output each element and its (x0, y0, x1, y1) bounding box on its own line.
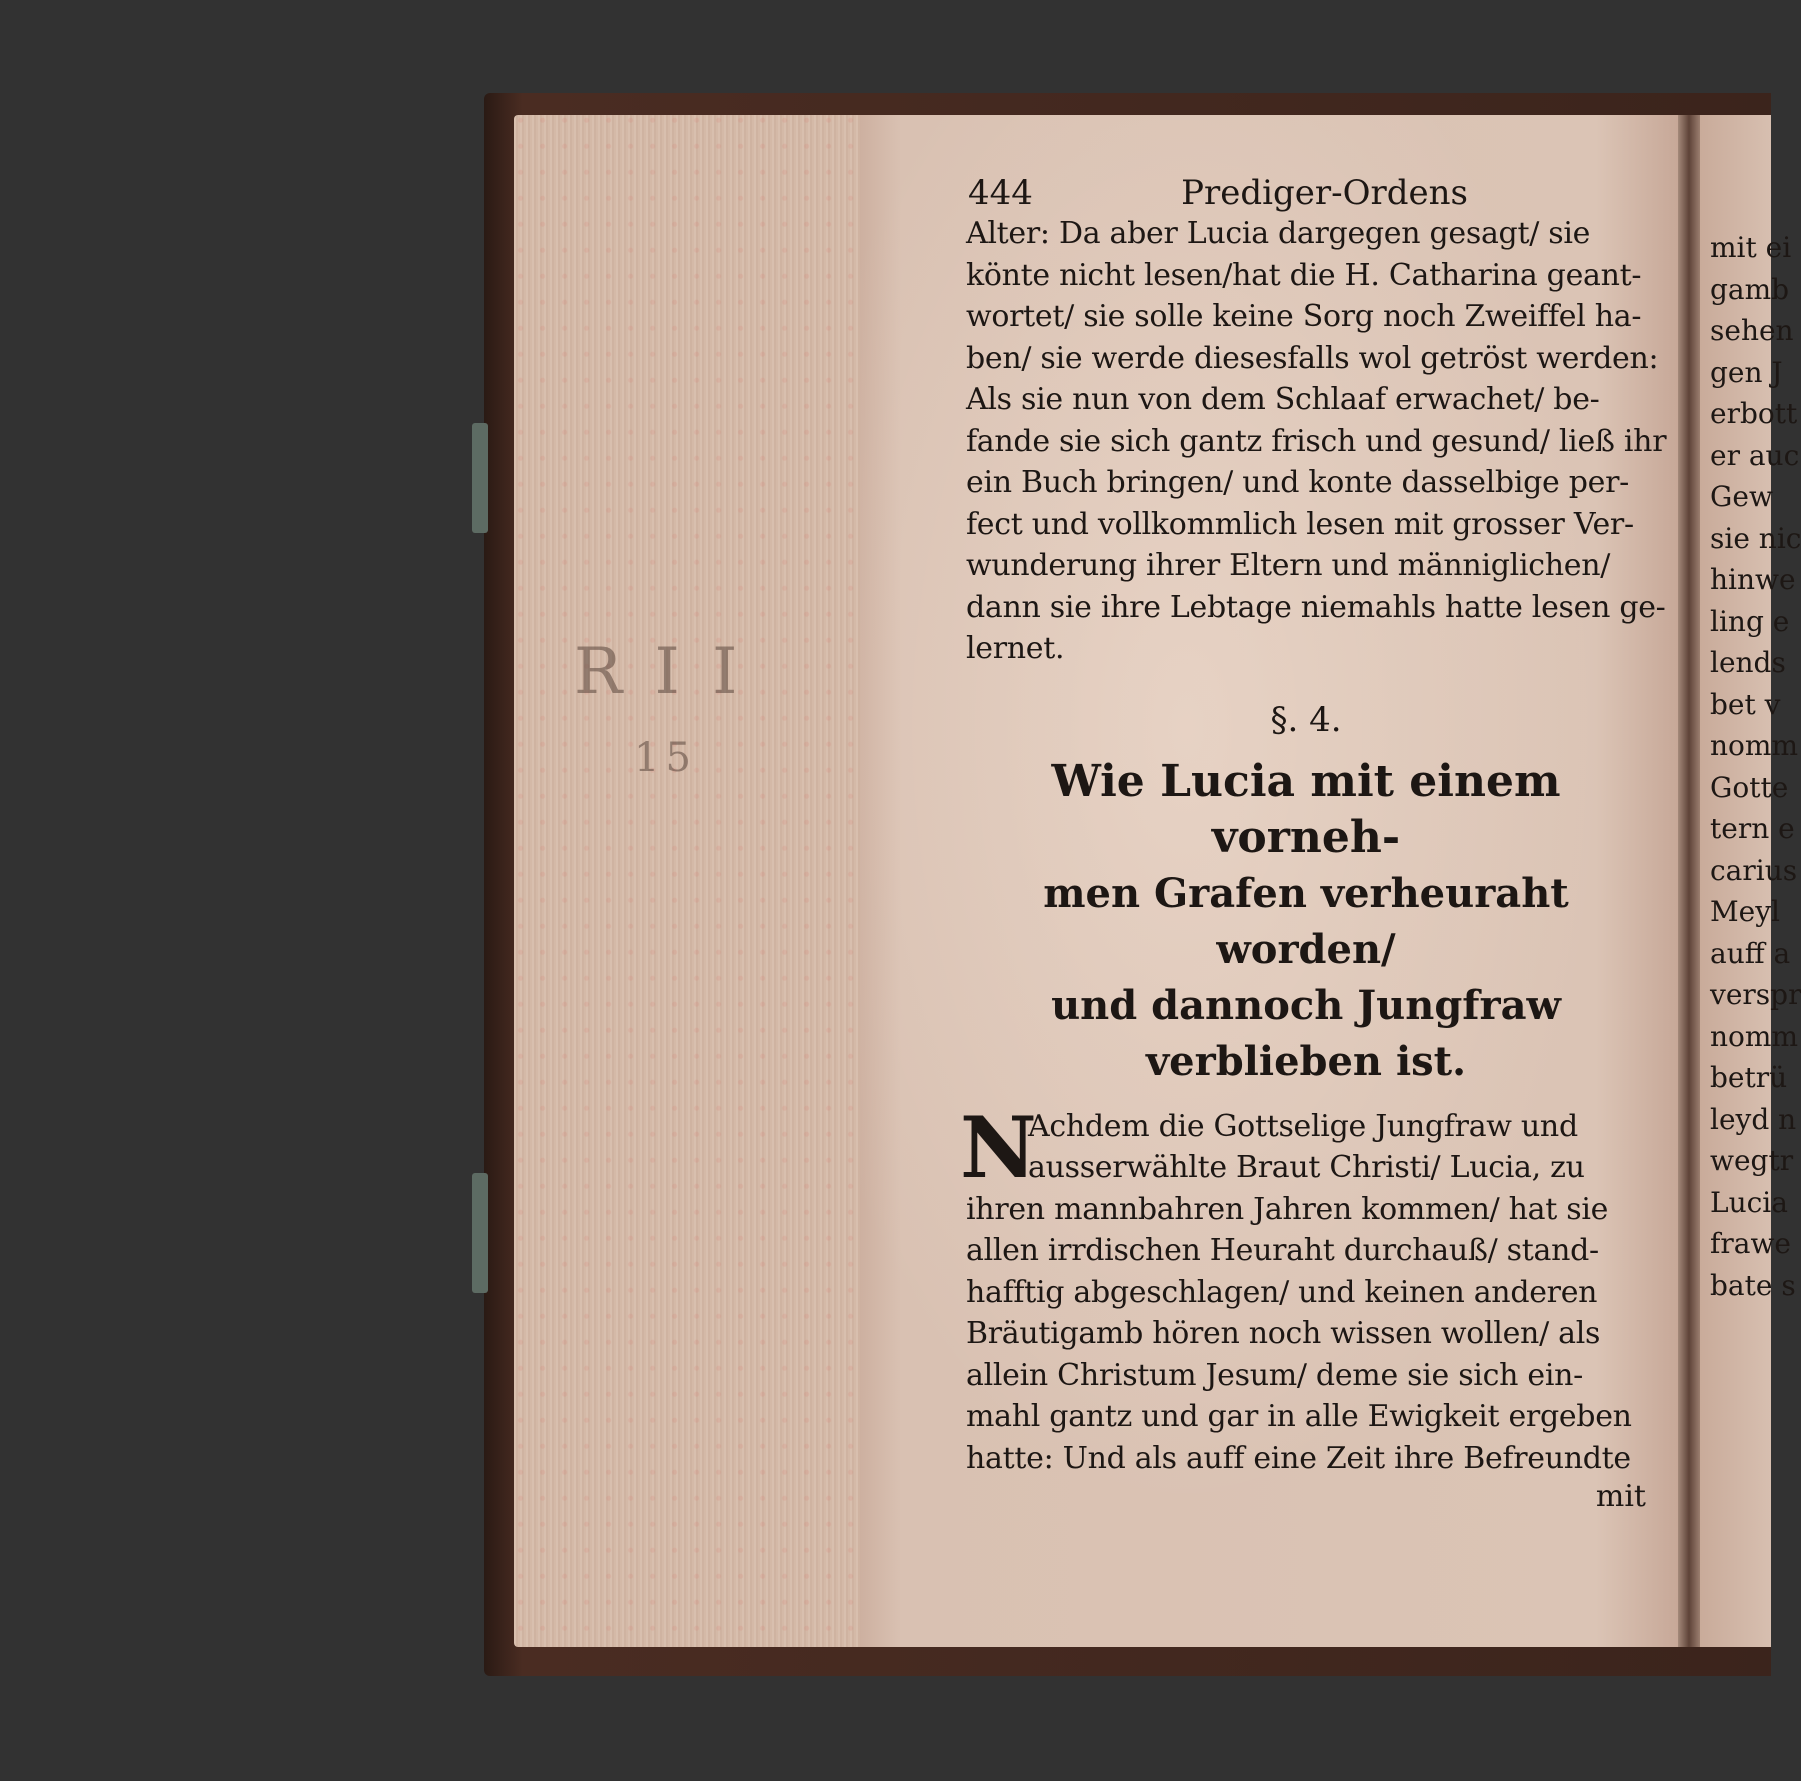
book (484, 93, 1801, 1676)
heading-line: Wie Lucia mit einem vorneh- (1051, 755, 1561, 863)
text-line: mahl gantz und gar in alle Ewigkeit ergeben (966, 1399, 1632, 1434)
right-page-lines (1700, 227, 1801, 1306)
left-page (860, 115, 1678, 1647)
heading-line: verblieben ist. (1145, 1037, 1467, 1085)
right-page-line: sie nic (1710, 521, 1801, 555)
text-line: Achdem die Gottselige Jungfraw und (1028, 1108, 1578, 1144)
right-page-line: bet v (1710, 687, 1781, 721)
right-page-line: mit ei (1710, 231, 1792, 264)
clasp-lower (472, 1173, 488, 1293)
page-header (968, 173, 1468, 213)
page-text (960, 173, 1667, 1514)
right-page-line: ling e (1710, 604, 1790, 638)
right-page-line: er auc (1710, 438, 1800, 472)
paragraph (966, 213, 1667, 670)
text-line: allen irrdischen Heuraht durchauß/ stand- (966, 1233, 1599, 1268)
drop-cap: N (960, 1097, 1037, 1197)
right-page-line: sehen (1710, 314, 1794, 347)
right-page-line: Lucia (1710, 1185, 1788, 1219)
right-page-line: gen J (1710, 355, 1783, 389)
edge-mark-shelfmark: R I I (574, 635, 744, 709)
text-line: wunderung ihrer Eltern und männiglichen/ (966, 548, 1611, 583)
right-page-line: nomm (1710, 1019, 1798, 1053)
text-line: wortet/ sie solle keine Sorg noch Zweiffel ha- (966, 299, 1642, 334)
clasp-upper (472, 423, 488, 533)
right-page-line: erbott (1710, 397, 1798, 430)
text-line: hafftig abgeschlagen/ und keinen anderen (966, 1274, 1598, 1310)
right-page-line: carius (1710, 853, 1798, 887)
right-page-fragment (1700, 115, 1801, 1647)
right-page-line: bate s (1710, 1268, 1796, 1302)
text-line: allein Christum Jesum/ deme sie sich ein- (966, 1357, 1583, 1393)
text-line: fect und vollkommlich lesen mit grosser Ver- (966, 506, 1634, 542)
text-line: lernet. (966, 631, 1065, 666)
right-page-line: verspr (1710, 978, 1801, 1011)
text-line: hatte: Und als auff eine Zeit ihre Befreundte (966, 1440, 1631, 1476)
text-line: Bräutigamb hören noch wissen wollen/ als (966, 1316, 1601, 1351)
body-paragraph (960, 1097, 1646, 1480)
section-mark: §. 4. (1270, 699, 1342, 740)
edge-mark-number: 15 (634, 735, 697, 781)
section-heading (966, 754, 1646, 1090)
right-page-line: Gotte (1710, 770, 1789, 804)
text-line: ausserwählte Braut Christi/ Lucia, zu (1028, 1150, 1585, 1185)
text-line: ben/ sie werde diesesfalls wol getröst werden: (966, 340, 1659, 376)
heading-line: und dannoch Jungfraw (1051, 981, 1561, 1029)
text-line: Alter: Da aber Lucia dargegen gesagt/ sie (966, 216, 1591, 251)
right-page-line: Gew (1710, 480, 1773, 513)
page-number: 444 (968, 173, 1033, 213)
right-page-line: Meyl (1710, 895, 1781, 928)
text-line: dann sie ihre Lebtage niemahls hatte lesen ge- (966, 589, 1666, 625)
right-page-line: lends (1710, 646, 1786, 679)
heading-line: men Grafen verheuraht worden/ (1043, 869, 1569, 973)
text-line: fande sie sich gantz frisch und gesund/ ließ ihr (966, 423, 1667, 459)
text-line: könte nicht lesen/hat die H. Catharina geant- (966, 257, 1642, 293)
text-line: Als sie nun von dem Schlaaf erwachet/ be- (966, 382, 1600, 417)
text-line: ein Buch bringen/ und konte dasselbige per- (966, 465, 1629, 500)
catchword: mit (1595, 1479, 1646, 1514)
page-block-edge (514, 115, 860, 1647)
right-page-line: nomm (1710, 729, 1798, 762)
right-page-line: auff a (1710, 936, 1791, 970)
right-page-line: tern e (1710, 812, 1795, 845)
gutter (1678, 115, 1700, 1647)
right-page-line: hinwe (1710, 563, 1796, 596)
right-page-line: betrü (1710, 1061, 1788, 1094)
right-page-line: frawe (1710, 1227, 1791, 1260)
running-head: Prediger-Ordens (1181, 173, 1468, 213)
right-page-line: leyd n (1710, 1102, 1797, 1136)
right-page-line: wegtr (1710, 1144, 1794, 1177)
text-line: ihren mannbahren Jahren kommen/ hat sie (966, 1191, 1609, 1227)
right-page-line: gamb (1710, 272, 1790, 306)
